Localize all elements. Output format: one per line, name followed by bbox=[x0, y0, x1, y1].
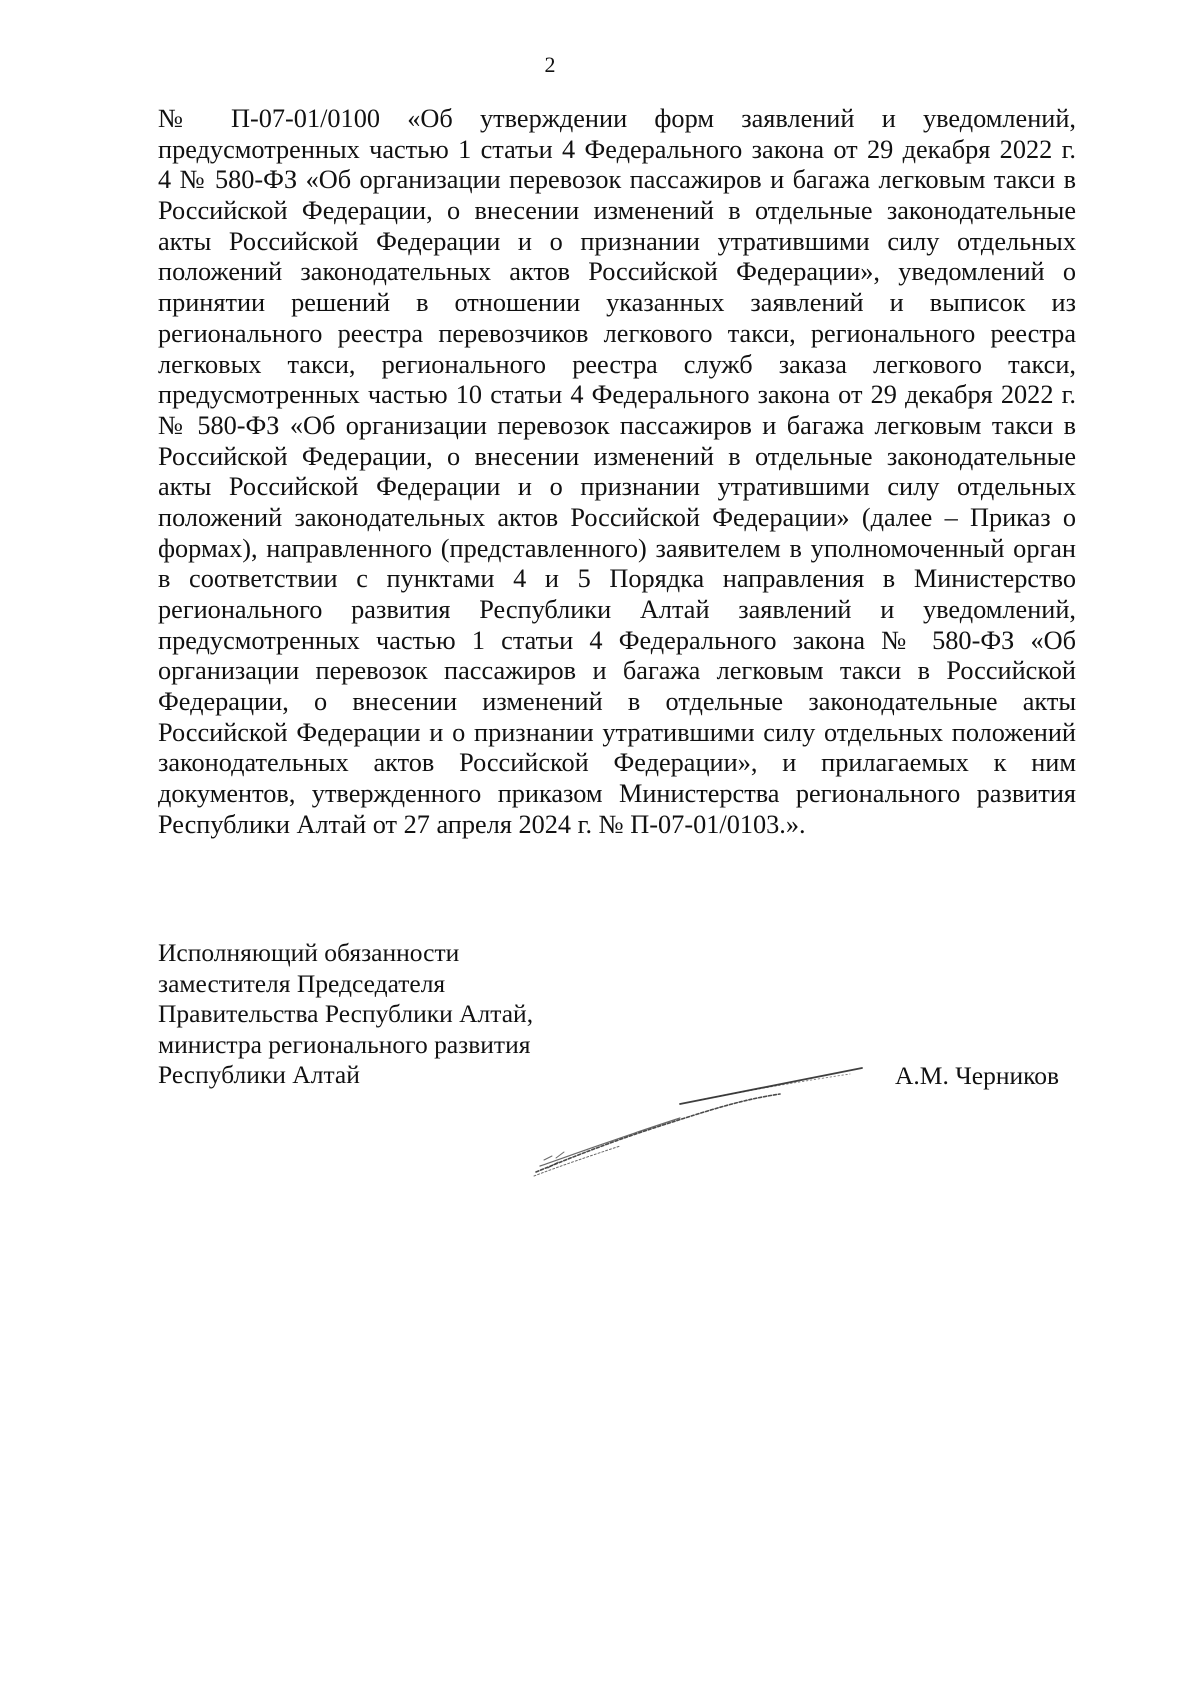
body-line: № П-07-01/0100 «Об утверждении форм заявлений и уведомлений, bbox=[158, 104, 1076, 133]
body-line: законодательных актов Российской Федерации», и прилагаемых к ним bbox=[158, 748, 1076, 778]
body-line: 4 № 580-ФЗ «Об организации перевозок пассажиров и багажа легковым такси в bbox=[158, 165, 1076, 195]
body-line: Российской Федерации, о внесении изменений в отдельные законодательные bbox=[158, 196, 1076, 226]
signer-name: А.М. Черников bbox=[895, 1061, 1060, 1090]
body-line: предусмотренных частью 1 статьи 4 Федерального закона от 29 декабря 2022 г. bbox=[158, 134, 1076, 164]
body-line: формах), направленного (представленного) заявителем в уполномоченный орган bbox=[158, 533, 1076, 563]
signatory-title-line: министра регионального развития bbox=[158, 1029, 531, 1059]
body-line: Российской Федерации, о внесении изменений в отдельные законодательные bbox=[158, 441, 1076, 471]
body-line: положений законодательных актов Российской Федерации» (далее – Приказ о bbox=[158, 502, 1076, 532]
body-line: № 580-ФЗ «Об организации перевозок пассажиров и багажа легковым такси в bbox=[158, 410, 1076, 440]
body-line: Республики Алтай от 27 апреля 2024 г. № П-07-01/0103.». bbox=[158, 809, 806, 839]
body-text bbox=[158, 104, 1076, 841]
body-line: положений законодательных актов Российской Федерации», уведомлений о bbox=[158, 257, 1076, 287]
body-line: легковых такси, регионального реестра служб заказа легкового такси, bbox=[158, 349, 1076, 379]
body-line: Российской Федерации и о признании утратившими силу отдельных положений bbox=[158, 717, 1076, 747]
body-line: документов, утвержденного приказом Министерства регионального развития bbox=[158, 779, 1076, 809]
body-line: Федерации, о внесении изменений в отдельные законодательные акты bbox=[158, 687, 1076, 717]
body-line: регионального реестра перевозчиков легкового такси, регионального реестра bbox=[158, 318, 1076, 348]
body-line: акты Российской Федерации и о признании утратившими силу отдельных bbox=[158, 226, 1076, 256]
signatory-title-line: Исполняющий обязанности bbox=[158, 938, 460, 967]
body-line: организации перевозок пассажиров и багажа легковым такси в Российской bbox=[158, 656, 1076, 686]
signatory-title-line: заместителя Председателя bbox=[158, 968, 446, 998]
signatory-title-line: Республики Алтай bbox=[158, 1060, 360, 1089]
handwritten-signature bbox=[530, 1060, 870, 1180]
body-line: акты Российской Федерации и о признании утратившими силу отдельных bbox=[158, 472, 1076, 502]
signatory-title-line: Правительства Республики Алтай, bbox=[158, 999, 534, 1028]
body-line: в соответствии с пунктами 4 и 5 Порядка направления в Министерство bbox=[158, 564, 1076, 594]
body-line: предусмотренных частью 10 статьи 4 Федерального закона от 29 декабря 2022 г. bbox=[158, 380, 1076, 410]
page-number: 2 bbox=[544, 52, 556, 77]
body-line: предусмотренных частью 1 статьи 4 Федерального закона № 580-ФЗ «Об bbox=[158, 625, 1076, 655]
body-line: принятии решений в отношении указанных заявлений и выписок из bbox=[158, 288, 1076, 318]
signatory-title bbox=[158, 938, 533, 1091]
body-line: регионального развития Республики Алтай заявлений и уведомлений, bbox=[158, 595, 1076, 624]
